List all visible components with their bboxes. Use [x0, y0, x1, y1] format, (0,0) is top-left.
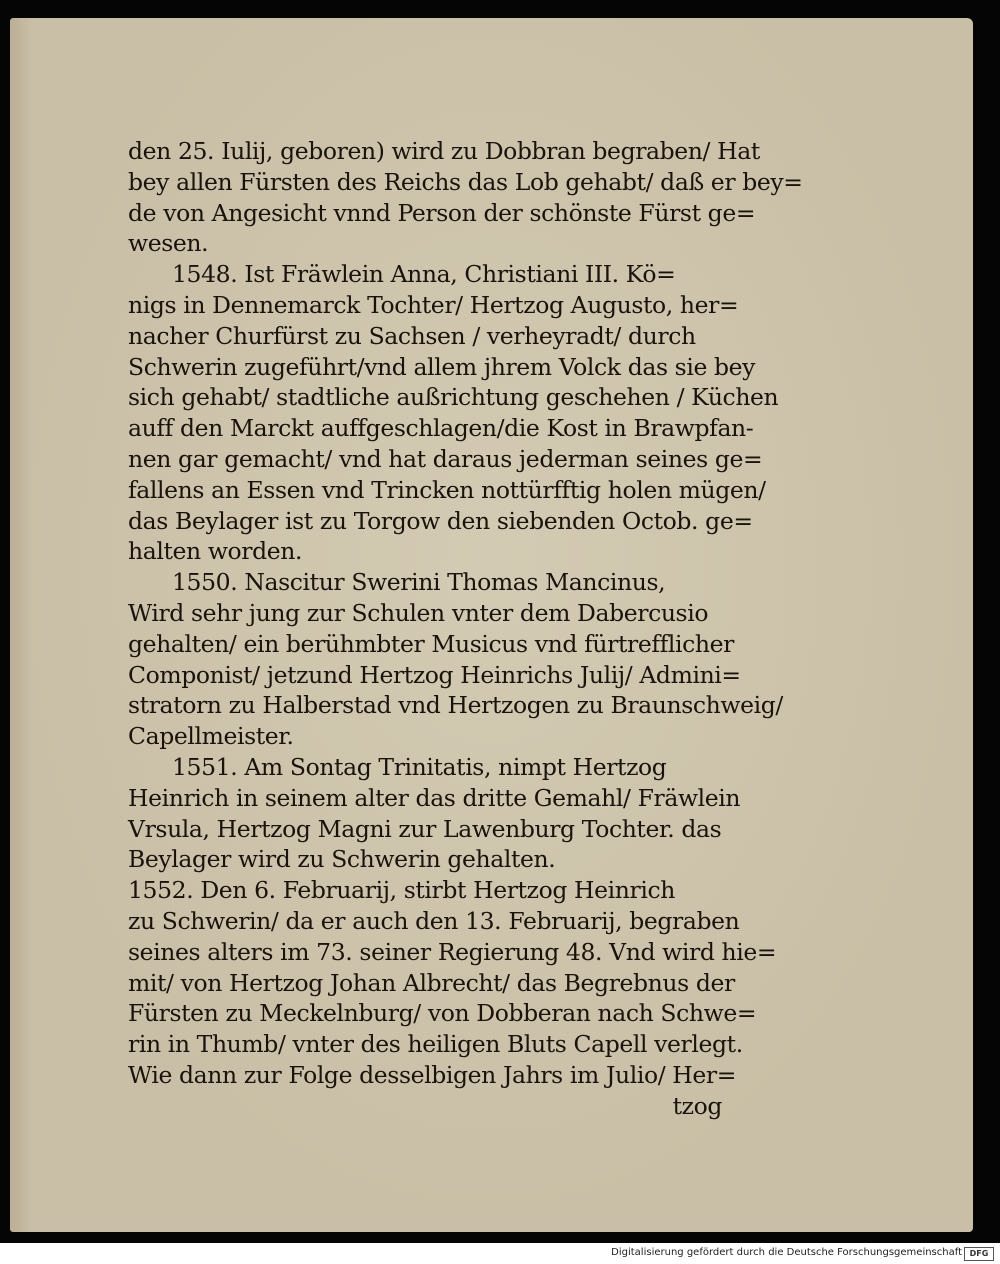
page-text: [128, 136, 803, 1122]
text-line: bey allen Fürsten des Reichs das Lob gehabt/ daß er bey=: [128, 167, 803, 196]
text-line: seines alters im 73. seiner Regierung 48. Vnd wird hie=: [128, 937, 777, 966]
text-line: nigs in Dennemarck Tochter/ Hertzog Augusto, her=: [128, 290, 739, 319]
text-line: Fürsten zu Meckelnburg/ von Dobberan nach Schwe=: [128, 999, 757, 1028]
text-line: Vrsula, Hertzog Magni zur Lawenburg Tochter. das: [128, 814, 722, 843]
book-page: [10, 18, 973, 1232]
text-line: 1551. Am Sontag Trinitatis, nimpt Hertzog: [172, 752, 667, 781]
text-line: Capellmeister.: [128, 722, 294, 751]
text-line: Wird sehr jung zur Schulen vnter dem Dabercusio: [128, 598, 709, 627]
text-line: auff den Marckt auffgeschlagen/die Kost in Brawpfan-: [128, 414, 754, 443]
catchword: tzog: [672, 1091, 722, 1120]
text-line: gehalten/ ein berühmbter Musicus vnd fürtrefflicher: [128, 629, 734, 658]
text-line: den 25. Iulij, geboren) wird zu Dobbran begraben/ Hat: [128, 137, 760, 165]
text-line: sich gehabt/ stadtliche außrichtung geschehen / Küchen: [128, 383, 779, 412]
text-line: 1548. Ist Fräwlein Anna, Christiani III. Kö=: [172, 260, 676, 289]
text-line: Componist/ jetzund Hertzog Heinrichs Julij/ Admini=: [128, 660, 741, 689]
text-line: stratorn zu Halberstad vnd Hertzogen zu Braunschweig/: [128, 691, 783, 720]
text-line: 1550. Nascitur Swerini Thomas Mancinus,: [172, 568, 666, 597]
text-line: nacher Churfürst zu Sachsen / verheyradt/ durch: [128, 321, 696, 350]
funding-credit: Digitalisierung gefördert durch die Deutsche Forschungsgemeinschaft: [611, 1247, 962, 1258]
text-line: 1552. Den 6. Februarij, stirbt Hertzog Heinrich: [128, 876, 675, 905]
text-line: nen gar gemacht/ vnd hat daraus jederman seines ge=: [128, 444, 763, 473]
text-line: wesen.: [128, 229, 209, 258]
dfg-logo: DFG: [964, 1247, 994, 1261]
text-line: Schwerin zugeführt/vnd allem jhrem Volck das sie bey: [128, 352, 756, 381]
text-line: fallens an Essen vnd Trincken nottürfftig holen mügen/: [128, 475, 766, 504]
text-line: Wie dann zur Folge desselbigen Jahrs im Julio/ Her=: [128, 1060, 737, 1089]
text-line: halten worden.: [128, 537, 303, 566]
text-line: das Beylager ist zu Torgow den siebenden Octob. ge=: [128, 506, 753, 535]
text-line: zu Schwerin/ da er auch den 13. Februarij, begraben: [128, 906, 740, 935]
text-line: mit/ von Hertzog Johan Albrecht/ das Begrebnus der: [128, 968, 735, 997]
text-line: Heinrich in seinem alter das dritte Gemahl/ Fräwlein: [128, 783, 741, 812]
footer-bar: [0, 1243, 1000, 1264]
text-line: de von Angesicht vnnd Person der schönste Fürst ge=: [128, 198, 756, 227]
text-line: Beylager wird zu Schwerin gehalten.: [128, 845, 556, 874]
text-line: rin in Thumb/ vnter des heiligen Bluts Capell verlegt.: [128, 1030, 743, 1059]
